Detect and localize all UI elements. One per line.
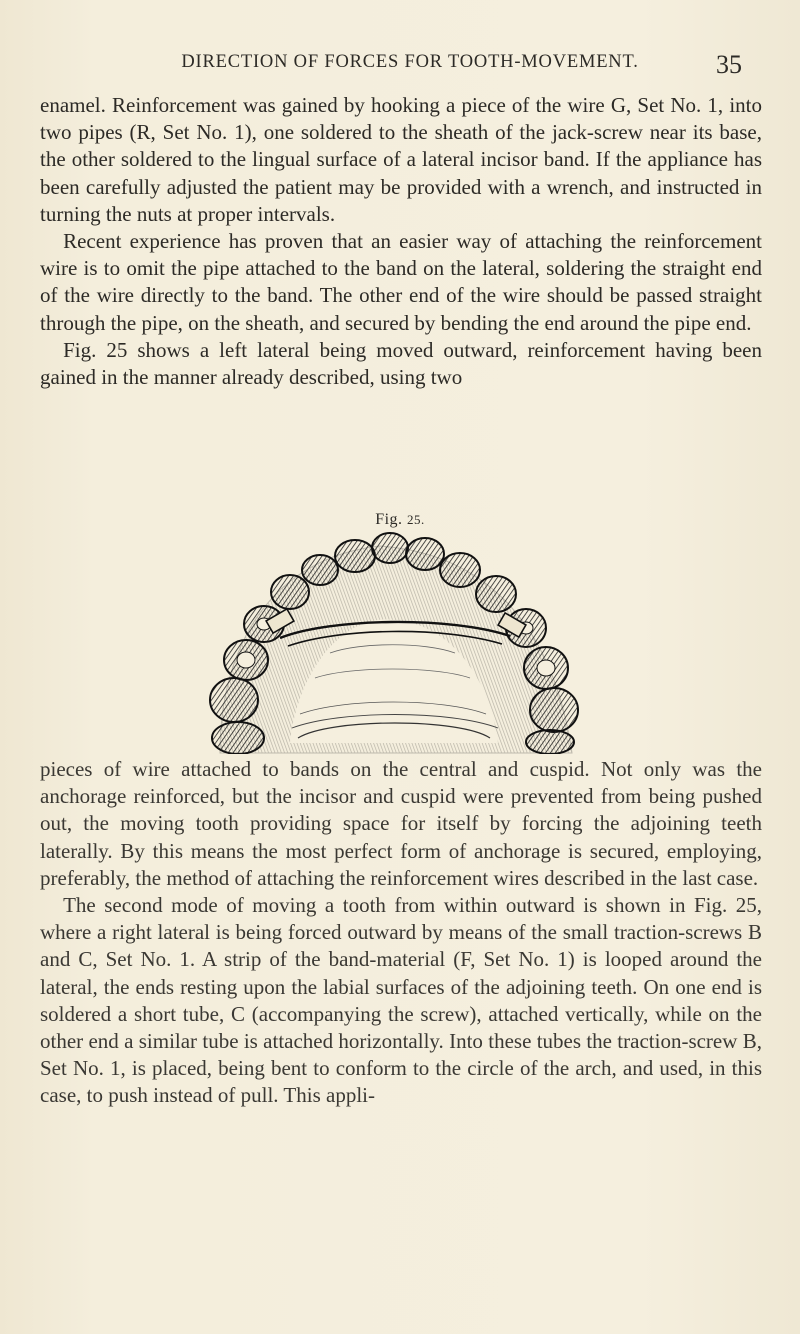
tooth-lateral-left xyxy=(302,555,338,585)
tooth-central-right xyxy=(372,533,408,563)
paragraph: enamel. Reinforcement was gained by hooking a piece of the wire G, Set No. 1, into two pipes (R, Set No. 1), one soldered to the sheath of the jack-screw near its base, the other soldered to the lingual surface of a lateral incisor band. If the appliance has been carefully adjusted the patient may be provided with a wrench, and instructed in turning the nuts at proper intervals. xyxy=(40,93,762,226)
tooth-cuspid-left xyxy=(271,575,309,609)
tooth-bicuspid-right xyxy=(476,576,516,612)
paragraph: pieces of wire attached to bands on the central and cuspid. Not only was the anchorage reinforced, but the incisor and cuspid were prevented from being pushed out, the moving tooth providing space for itself by forcing the adjoining teeth laterally. By this means the most perfect form of anchorage is secured, employing, preferably, the method of attaching the reinforcement wires described in the last case. xyxy=(40,757,762,890)
tooth-cuspid-right xyxy=(440,553,480,587)
tooth-central-left xyxy=(335,540,375,572)
tooth-molar-left-2 xyxy=(212,722,264,754)
figure-caption-number: 25. xyxy=(407,512,425,527)
tooth-lateral-right xyxy=(406,538,444,570)
figure-caption-prefix: Fig. xyxy=(375,511,403,528)
running-title: DIRECTION OF FORCES FOR TOOTH-MOVEMENT. xyxy=(181,52,639,72)
text-block-bottom xyxy=(40,756,762,1110)
text-block-top xyxy=(40,92,762,391)
dental-arch-illustration xyxy=(180,528,620,754)
paragraph: Fig. 25 shows a left lateral being moved outward, reinforcement having been gained in the manner already described, using two xyxy=(40,337,762,390)
dental-arch-engraving xyxy=(180,528,620,754)
figure-caption xyxy=(340,511,460,529)
tooth-molar-right-3 xyxy=(526,730,574,754)
paragraph: Recent experience has proven that an easier way of attaching the reinforcement wire is to omit the pipe attached to the band on the lateral, soldering the straight end of the wire directly to the band. The other end of the wire should be passed straight through the pipe, on the sheath, and secured by bending the end around the pipe end. xyxy=(40,229,762,335)
page-number: 35 xyxy=(716,50,742,79)
tooth-molar-left xyxy=(210,678,258,722)
tooth-molar-right-2 xyxy=(530,688,578,732)
paragraph: The second mode of moving a tooth from within outward is shown in Fig. 25, where a right lateral is being forced outward by means of the small traction-screws B and C, Set No. 1. A strip of the band-material (F, Set No. 1) is looped around the lateral, the ends resting upon the labial surfaces of the adjoining teeth. On one end is soldered a short tube, C (accompanying the screw), attached vertically, while on the other end a similar tube is attached horizontally. Into these tubes the traction-screw B, Set No. 1, is placed, being bent to conform to the circle of the arch, and used, in this case, to push instead of pull. This appli- xyxy=(40,893,762,1108)
